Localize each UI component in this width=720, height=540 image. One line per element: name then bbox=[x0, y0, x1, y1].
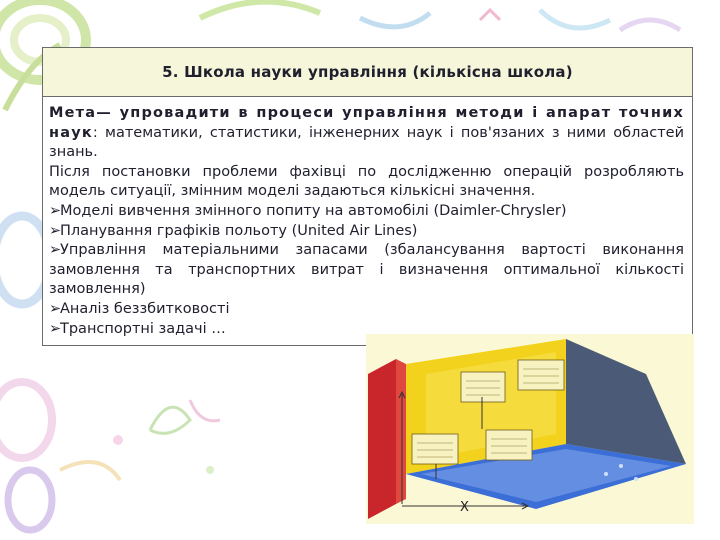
model-diagram-graphic bbox=[366, 334, 694, 524]
list-item-text: Планування графіків польоту (United Air Lines) bbox=[60, 222, 418, 239]
model-illustration bbox=[366, 334, 694, 524]
bullet-arrow-icon: ➢ bbox=[49, 320, 62, 337]
bullet-arrow-icon: ➢ bbox=[49, 242, 62, 259]
table-body bbox=[43, 97, 692, 345]
list-item-text: Управління матеріальними запасами (збалансування вартості виконання замовлення та транспортних витрат і визначення оптимальної кількості замовлення) bbox=[49, 242, 684, 298]
list-item bbox=[49, 202, 684, 222]
goal-rest: : математики, статистики, інженерних наук і пов'язаних з ними областей знань. bbox=[49, 124, 684, 161]
list-item-text: Моделі вивчення змінного попиту на автомобілі (Daimler-Chrysler) bbox=[60, 202, 567, 219]
goal-paragraph bbox=[49, 104, 684, 163]
bullet-arrow-icon: ➢ bbox=[49, 222, 62, 239]
list-item bbox=[49, 300, 684, 320]
x-axis-label: X bbox=[460, 500, 469, 515]
list-item-text: Транспортні задачі … bbox=[60, 320, 226, 337]
list-item bbox=[49, 222, 684, 242]
list-item bbox=[49, 241, 684, 300]
content-table bbox=[42, 47, 693, 346]
bullet-arrow-icon: ➢ bbox=[49, 202, 62, 219]
list-item-text: Аналіз беззбитковості bbox=[60, 300, 230, 317]
table-title: 5. Школа науки управління (кількісна школа) bbox=[43, 48, 692, 97]
goal-lead: Мета— упровадити в процеси управління методи і апарат точних наук bbox=[49, 105, 684, 141]
model-paragraph: Після постановки проблеми фахівці по дослідженню операцій розробляють модель ситуації, змінним моделі задаються кількісні значення. bbox=[49, 163, 684, 200]
bullet-arrow-icon: ➢ bbox=[49, 300, 62, 317]
